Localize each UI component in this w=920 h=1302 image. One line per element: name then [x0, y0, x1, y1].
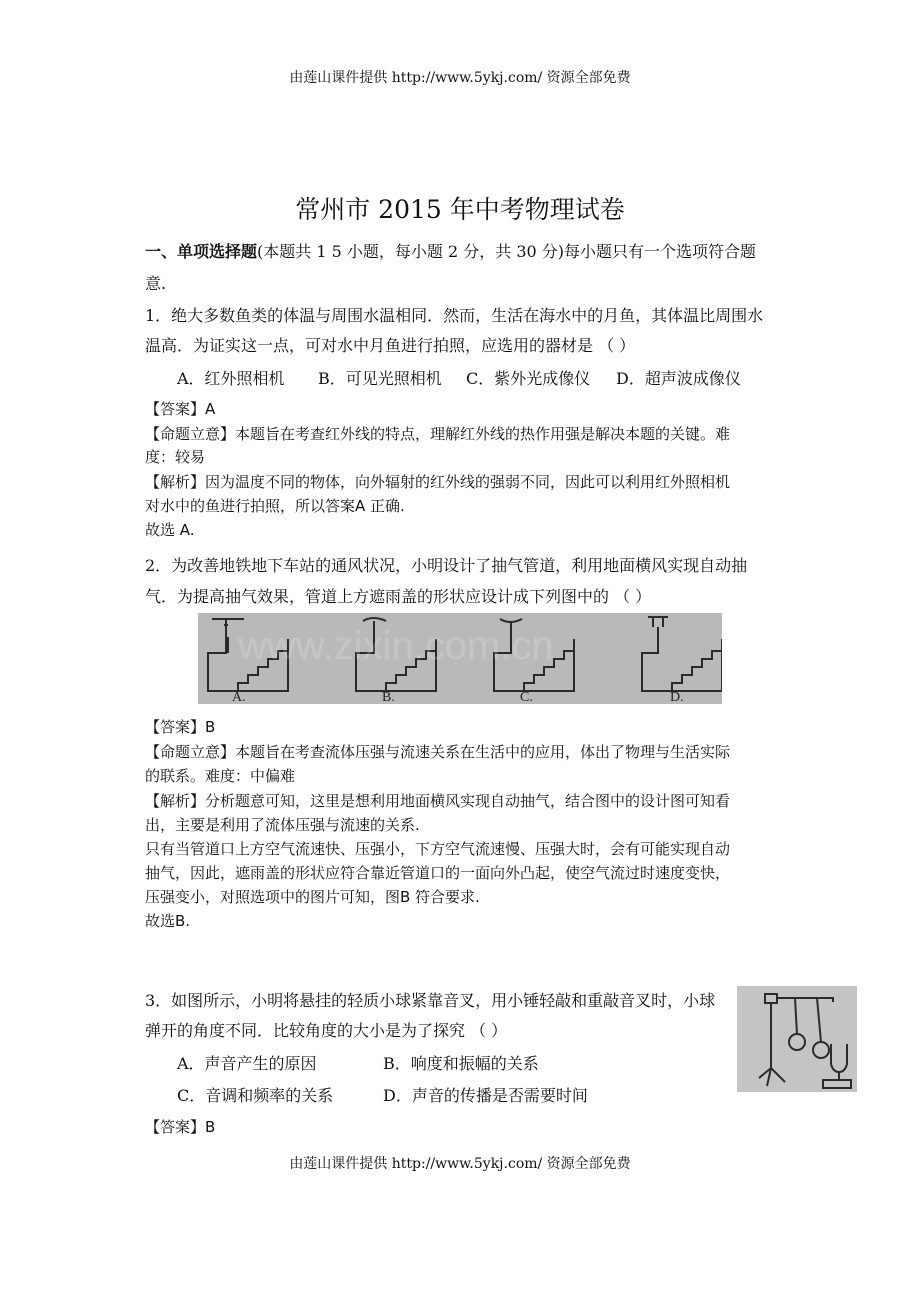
- pipe-d-icon: [642, 617, 722, 691]
- q1-answer: 【答案】A: [145, 400, 216, 418]
- page-footer: 由莲山课件提供 http://www.5ykj.com/ 资源全部免费: [289, 1156, 631, 1172]
- q1-intent-line1: 【命题立意】本题旨在考查红外线的特点，理解红外线的热作用强是解决本题的关键。难: [145, 425, 731, 443]
- q2-analysis-line5: 压强变小，对照选项中的图片可知，图B 符合要求.: [145, 888, 480, 906]
- q1-choose: 故选 A.: [145, 521, 195, 539]
- section-label: 一、单项选择题: [145, 242, 258, 261]
- q1-analysis-line1: 【解析】因为温度不同的物体，向外辐射的红外线的强弱不同，因此可以利用红外照相机: [145, 473, 731, 491]
- q3-option-c: C．音调和频率的关系: [177, 1086, 334, 1105]
- fig-label-a: A.: [232, 690, 246, 704]
- q2-analysis-line4: 抽气，因此，遮雨盖的形状应符合靠近管道口的一面向外凸起，使空气流过时速度变快，: [145, 864, 731, 882]
- q3-stem-line1: 3．如图所示，小明将悬挂的轻质小球紧靠音叉，用小锤轻敲和重敲音叉时，小球: [145, 991, 716, 1010]
- q3-option-a: A．声音产生的原因: [177, 1054, 317, 1073]
- q1-option-c: C．紫外光成像仪: [466, 369, 591, 388]
- section-desc-cont: 意.: [145, 274, 167, 293]
- q3-option-d: D．声音的传播是否需要时间: [383, 1086, 588, 1105]
- q2-stem-line2: 气．为提高抽气效果，管道上方遮雨盖的形状应设计成下列图中的 （ ）: [145, 587, 652, 606]
- section-heading: [145, 239, 756, 262]
- q1-intent-line2: 度：较易: [145, 448, 206, 466]
- q2-analysis-line3: 只有当管道口上方空气流速快、压强小，下方空气流速慢、压强大时，会有可能实现自动: [145, 840, 731, 858]
- q1-stem-line2: 温高．为证实这一点，可对水中月鱼进行拍照，应选用的器材是 （ ）: [145, 336, 636, 355]
- q2-figure: [198, 613, 722, 704]
- q1-analysis-line2: 对水中的鱼进行拍照，所以答案A 正确.: [145, 497, 405, 515]
- q2-stem-line1: 2．为改善地铁地下车站的通风状况，小明设计了抽气管道，利用地面横风实现自动抽: [145, 556, 748, 575]
- q2-answer: 【答案】B: [145, 718, 216, 736]
- q3-stem-line2: 弹开的角度不同．比较角度的大小是为了探究 （ ）: [145, 1021, 508, 1040]
- page-title: 常州市 2015 年中考物理试卷: [295, 195, 625, 224]
- q1-option-d: D．超声波成像仪: [616, 369, 741, 388]
- q2-intent-line1: 【命题立意】本题旨在考查流体压强与流速关系在生活中的应用，体出了物理与生活实际: [145, 743, 731, 761]
- q3-figure: [737, 986, 857, 1092]
- fig-label-d: D.: [670, 690, 684, 704]
- fig-label-b: B.: [382, 690, 395, 704]
- q3-answer: 【答案】B: [145, 1118, 216, 1136]
- q2-figure-drawing: [198, 613, 722, 704]
- q2-intent-line2: 的联系。难度：中偏难: [145, 767, 296, 785]
- q2-analysis-line2: 出，主要是利用了流体压强与流速的关系.: [145, 816, 420, 834]
- q2-choose: 故选B.: [145, 912, 191, 930]
- tuning-fork-apparatus-icon: [737, 986, 857, 1092]
- fig-label-c: C.: [520, 690, 533, 704]
- q1-option-a: A．红外照相机: [177, 369, 285, 388]
- q2-analysis-line1: 【解析】分析题意可知，这里是想利用地面横风实现自动抽气，结合图中的设计图可知看: [145, 792, 731, 810]
- watermark-text: www.zixin.com.cn: [238, 624, 554, 668]
- section-desc: (本题共 1 5 小题，每小题 2 分，共 30 分)每小题只有一个选项符合题: [257, 242, 757, 261]
- q3-option-b: B．响度和振幅的关系: [383, 1054, 539, 1073]
- page-header: 由莲山课件提供 http://www.5ykj.com/ 资源全部免费: [289, 70, 631, 86]
- q1-option-b: B．可见光照相机: [318, 369, 442, 388]
- q1-stem-line1: 1．绝大多数鱼类的体温与周围水温相同．然而，生活在海水中的月鱼，其体温比周围水: [145, 306, 764, 325]
